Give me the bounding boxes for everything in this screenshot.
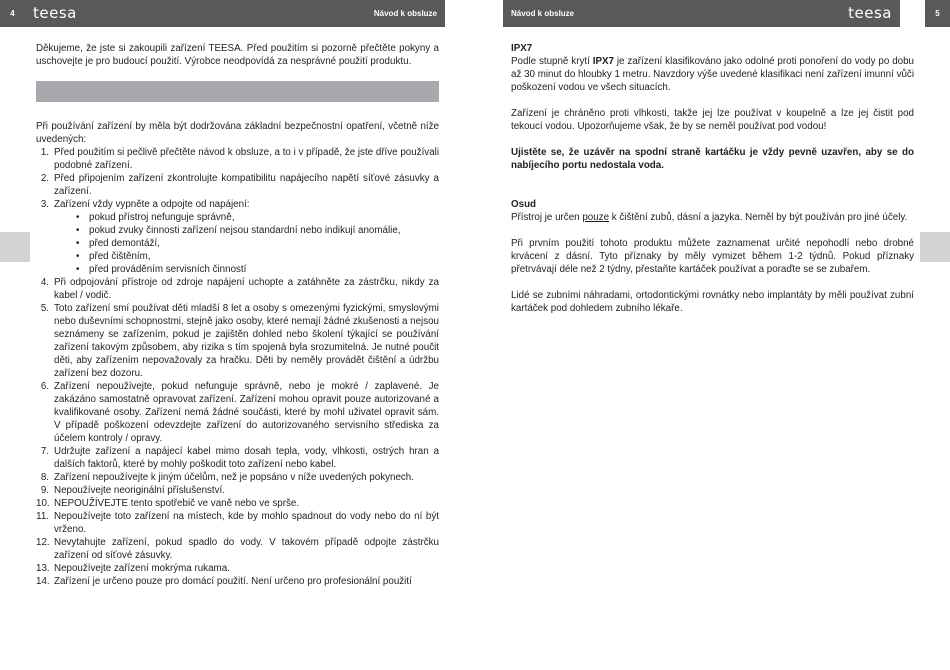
side-tab-left [0,232,30,262]
sub-list [54,211,439,276]
item-number: 5. [40,303,49,314]
brand-logo-left: teesa [33,4,77,22]
item-text: Nepoužívejte zařízení mokrýma rukama. [54,563,230,574]
bullet-icon: • [76,225,80,236]
bullet-icon: • [76,264,80,275]
list-item [36,302,439,380]
ipx-paragraph-2: Zařízení je chráněno proti vlhkosti, takže jej lze používat v koupelně a lze jej čistit pod tekoucí vodou. Upozorňujeme však, že by se neměl používat pod vodou! [511,108,914,132]
header-title-left: Návod k obsluze [373,9,437,18]
warning-paragraph: Ujistěte se, že uzávěr na spodní straně kartáčku je vždy pevně uzavřen, aby se do nabíjecího portu nedostala voda. [511,147,914,171]
item-text: Při odpojování přístroje od zdroje napájení uchopte a zatáhněte za zástrčku, nikdy za kabel / vodič. [54,277,439,301]
bullet-icon: • [76,212,80,223]
list-item [36,497,439,510]
list-item [36,484,439,497]
page-number-left: 4 [0,0,25,27]
purpose-paragraph [511,211,914,224]
item-number: 11. [36,511,49,522]
list-item [36,380,439,445]
item-number: 7. [40,446,49,457]
ipx-heading: IPX7 [511,43,533,54]
item-number: 9. [40,485,49,496]
page-number-right: 5 [925,0,950,27]
sub-list-item [54,237,439,250]
item-number: 3. [40,199,49,210]
brand-logo-right: teesa [848,4,892,22]
item-number: 6. [40,381,49,392]
sub-list-item [54,263,439,276]
section-title-band [36,81,439,102]
ipx-paragraph-1 [511,55,914,94]
item-text: Nevytahujte zařízení, pokud spadlo do vody. V takovém případě odpojte zástrčku zařízení od síťové zásuvky. [54,537,439,561]
item-text: Před připojením zařízení zkontrolujte kompatibilitu napájecího napětí síťové zásuvky a zařízení. [54,173,439,197]
sub-item-text: před prováděním servisních činností [89,264,247,275]
item-number: 14. [36,576,50,587]
list-item [36,146,439,172]
item-text: Udržujte zařízení a napájecí kabel mimo dosah tepla, vody, vlhkosti, ostrých hran a dalších faktorů, které by mohly poškodit toto zařízení nebo kabel. [54,446,439,470]
right-page-column [511,42,914,315]
ipx-text-b: je zařízení klasifikováno jako odolné proti ponoření do vody po dobu až 30 minut do hloubky 1 metru. Navzdory výše uvedené klasifikaci není zařízení imunní vůči poškození vodou ve všech situacích. [511,56,914,93]
item-number: 12. [36,537,50,548]
list-item [36,562,439,575]
item-text: Toto zařízení smí používat děti mladší 8 let a osoby s omezenými fyzickými, smyslovými nebo duševními schopnostmi, stejně jako osoby, které nemají žádné zkušenosti a nejsou seznámeny se zařízením, pokud je zajištěn dohled nebo školení týkající se používání zařízení takovým způsobem, aby rizika s tím spojená byla srozumitelná. Je nutné poučit děti, aby zařízením nepovažovaly za hračku. Děti by neměly provádět čištění a údržbu zařízení bez dozoru. [54,303,439,379]
item-text: Nepoužívejte toto zařízení na místech, kde by mohlo spadnout do vody nebo do ní být vrženo. [54,511,439,535]
item-number: 13. [36,563,50,574]
item-text: Zařízení nepoužívejte, pokud nefunguje správně, nebo je mokré / zaplavené. Je zakázáno samostatně opravovat zařízení. Zařízení mohou opravit pouze autorizované a kvalifikované osoby. Zařízení nemá žádné součásti, které by mohl uživatel opravit sám. V případě poškození odevzdejte zařízení do autorizovaného servisního střediska za účelem kontroly / opravy. [54,381,439,444]
purpose-text-b: k čištění zubů, dásní a jazyka. Neměl by být používán pro jiné účely. [609,212,908,223]
ipx-text-a: Podle stupně krytí [511,56,593,67]
item-number: 8. [40,472,49,483]
sub-item-text: před demontáží, [89,238,160,249]
item-text: NEPOUŽÍVEJTE tento spotřebič ve vaně nebo ve sprše. [54,498,300,509]
item-number: 2. [40,173,49,184]
header-band-right [503,0,900,27]
sub-list-item [54,211,439,224]
side-tab-right [920,232,950,262]
safety-intro: Při používání zařízení by měla být dodržována základní bezpečnostní opatření, včetně níže uvedených: [36,121,439,145]
purpose-heading: Osud [511,199,537,210]
sub-list-item [54,224,439,237]
sub-item-text: před čištěním, [89,251,151,262]
list-item [36,172,439,198]
sub-item-text: pokud přístroj nefunguje správně, [89,212,235,223]
item-number: 1. [40,147,49,158]
list-item [36,510,439,536]
header-title-right: Návod k obsluze [511,9,575,18]
ipx-rating: IPX7 [592,56,614,67]
purpose-emphasis: pouze [582,212,610,223]
first-use-paragraph: Při prvním použití tohoto produktu můžete zaznamenat určité nepohodlí nebo drobné krvácení z dásní. Tyto příznaky by měly vymizet během 1-2 týdnů. Pokud příznaky přetrvávají déle než 2 týdny, přestaňte kartáček používat a poraďte se se zubařem. [511,238,914,275]
list-item [36,276,439,302]
item-text: Nepoužívejte neoriginální příslušenství. [54,485,225,496]
header-band-left [25,0,445,27]
list-item [36,536,439,562]
list-item [36,198,439,276]
intro-paragraph: Děkujeme, že jste si zakoupili zařízení TEESA. Před použitím si pozorně přečtěte pokyny a uschovejte je pro budoucí použití. Výrobce neodpovídá za nesprávné použití produktu. [36,43,439,67]
item-text: Zařízení je určeno pouze pro domácí použití. Není určeno pro profesionální použití [54,576,412,587]
bullet-icon: • [76,238,80,249]
bullet-icon: • [76,251,80,262]
header-bar [0,0,950,27]
item-number: 10. [36,498,50,509]
safety-list [36,146,439,588]
list-item [36,471,439,484]
list-item [36,575,439,588]
purpose-text-a: Přístroj je určen [511,212,583,223]
left-page-column [36,42,439,588]
sub-item-text: pokud zvuky činnosti zařízení nejsou standardní nebo indikují anomálie, [89,225,401,236]
item-text: Zařízení vždy vypněte a odpojte od napájení: [54,199,250,210]
list-item [36,445,439,471]
sub-list-item [54,250,439,263]
item-number: 4. [40,277,49,288]
supervision-paragraph: Lidé se zubními náhradami, ortodontickými rovnátky nebo implantáty by měli používat zubní kartáček pod dohledem zubního lékaře. [511,290,914,314]
item-text: Před použitím si pečlivě přečtěte návod k obsluze, a to i v případě, že jste dříve používali podobné zařízení. [54,147,440,171]
item-text: Zařízení nepoužívejte k jiným účelům, než je popsáno v níže uvedených pokynech. [54,472,414,483]
